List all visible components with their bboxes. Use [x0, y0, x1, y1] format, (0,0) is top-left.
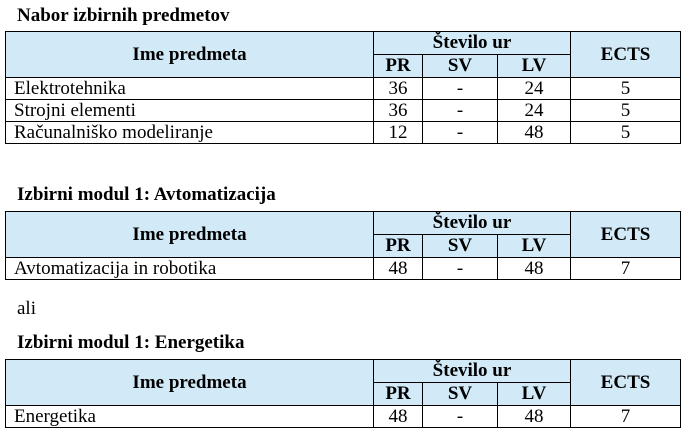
course-name: Elektrotehnika [6, 78, 374, 100]
header-sv: SV [423, 55, 498, 78]
header-ects: ECTS [571, 212, 681, 258]
course-pr: 48 [374, 258, 423, 280]
course-sv: - [423, 258, 498, 280]
table-row [6, 78, 681, 100]
course-lv: 24 [498, 78, 571, 100]
alternative-text: ali [17, 298, 36, 319]
header-pr: PR [374, 55, 423, 78]
course-ects: 7 [571, 258, 681, 280]
header-pr: PR [374, 235, 423, 258]
course-ects: 7 [571, 406, 681, 428]
header-hours: Število ur [374, 212, 571, 235]
course-name: Računalniško modeliranje [6, 122, 374, 144]
course-sv: - [423, 100, 498, 122]
course-lv: 48 [498, 258, 571, 280]
header-ects: ECTS [571, 360, 681, 406]
header-hours: Število ur [374, 360, 571, 383]
course-lv: 48 [498, 406, 571, 428]
header-lv: LV [498, 235, 571, 258]
course-sv: - [423, 406, 498, 428]
header-sv: SV [423, 235, 498, 258]
header-ects: ECTS [571, 32, 681, 78]
course-name: Energetika [6, 406, 374, 428]
header-lv: LV [498, 383, 571, 406]
section-title-electives: Nabor izbirnih predmetov [17, 5, 230, 26]
header-course-name: Ime predmeta [6, 360, 374, 406]
course-pr: 12 [374, 122, 423, 144]
course-name: Strojni elementi [6, 100, 374, 122]
course-pr: 36 [374, 78, 423, 100]
header-course-name: Ime predmeta [6, 212, 374, 258]
energy-table [5, 359, 681, 428]
section-title-energy: Izbirni modul 1: Energetika [17, 332, 245, 353]
header-pr: PR [374, 383, 423, 406]
header-sv: SV [423, 383, 498, 406]
course-ects: 5 [571, 100, 681, 122]
course-sv: - [423, 122, 498, 144]
electives-table [5, 31, 681, 144]
course-lv: 48 [498, 122, 571, 144]
course-lv: 24 [498, 100, 571, 122]
course-pr: 48 [374, 406, 423, 428]
course-pr: 36 [374, 100, 423, 122]
course-name: Avtomatizacija in robotika [6, 258, 374, 280]
course-ects: 5 [571, 78, 681, 100]
header-lv: LV [498, 55, 571, 78]
table-row [6, 122, 681, 144]
course-ects: 5 [571, 122, 681, 144]
course-sv: - [423, 78, 498, 100]
table-row [6, 100, 681, 122]
table-row [6, 406, 681, 428]
header-course-name: Ime predmeta [6, 32, 374, 78]
automation-table [5, 211, 681, 280]
header-hours: Število ur [374, 32, 571, 55]
table-row [6, 258, 681, 280]
section-title-automation: Izbirni modul 1: Avtomatizacija [17, 184, 276, 205]
